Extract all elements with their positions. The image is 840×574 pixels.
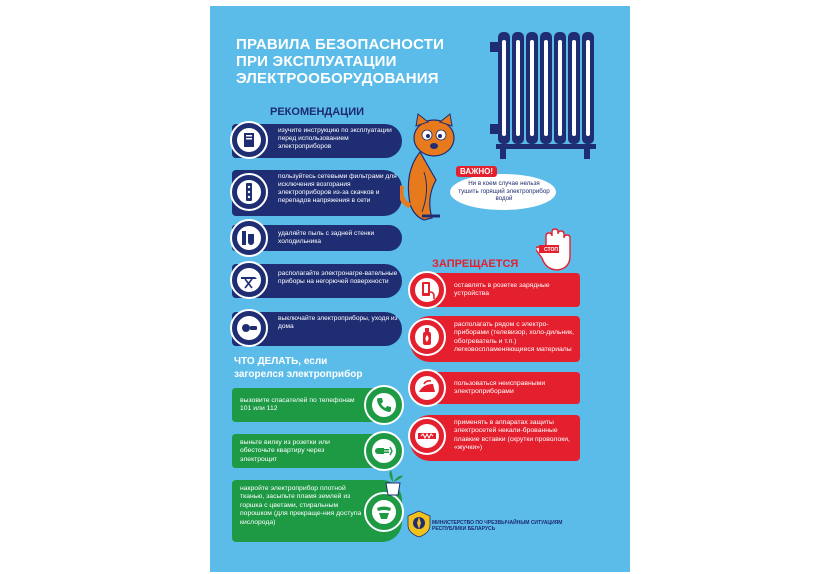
- ministry-name: [432, 520, 592, 532]
- ministry-line-1: МИНИСТЕРСТВО ПО ЧРЕЗВЫЧАЙНЫМ СИТУАЦИЯМ: [432, 520, 563, 526]
- action-text: накройте электроприбор плотной тканью, засыпьте пламя землей из горшка с цветами, стиральным порошком (для прекраще-ния доступа кислорода): [240, 485, 362, 526]
- recommendation-text: изучите инструкцию по эксплуатации перед использованием электроприборов: [278, 127, 392, 150]
- cat-mascot-icon: [400, 112, 462, 230]
- stop-label: СТОП: [544, 247, 558, 253]
- forbidden-text: пользоваться неисправными электроприборами: [454, 380, 546, 396]
- forbidden-text: оставлять в розетке зарядные устройства: [454, 282, 550, 298]
- recommendation-text: располагайте электронагре-вательные приборы на негорючей поверхности: [278, 270, 398, 285]
- important-badge: ВАЖНО!: [456, 166, 497, 177]
- phone-charger-icon: [408, 271, 446, 309]
- title-line-1: ПРАВИЛА БЕЗОПАСНОСТИ: [236, 36, 445, 53]
- cover-fire-icon: [364, 492, 404, 532]
- forbidden-item: [410, 273, 580, 307]
- ministry-line-2: РЕСПУБЛИКИ БЕЛАРУСЬ: [432, 526, 496, 532]
- action-text: выньте вилку из розетки или обесточьте квартиру через электрощит: [240, 439, 330, 463]
- forbidden-item: [410, 372, 580, 404]
- what-to-do-header-line-1: ЧТО ДЕЛАТЬ, если: [234, 356, 328, 367]
- ironing-board-icon: [230, 261, 268, 299]
- forbidden-text: располагать рядом с электро-приборами (телевизор, холо-дильник, обогреватель и т.п.) легковоспламеняющиеся материалы: [454, 321, 574, 354]
- recommendation-item: [232, 124, 402, 158]
- manual-book-icon: [230, 121, 268, 159]
- dusting-glove-icon: [230, 219, 268, 257]
- radiator-icon: [490, 32, 608, 162]
- faulty-iron-icon: [408, 369, 446, 407]
- forbidden-item: [410, 316, 580, 362]
- ministry-emblem-icon: [406, 510, 432, 538]
- flower-pot-icon: [378, 468, 408, 498]
- what-to-do-header-line-2: загорелся электроприбор: [234, 369, 363, 380]
- page-title: [236, 36, 486, 87]
- recommendation-item: [232, 225, 402, 251]
- recommendation-item: [232, 170, 402, 216]
- fuse-icon: [408, 417, 446, 455]
- action-item: [232, 480, 402, 542]
- action-item: [232, 388, 402, 422]
- poster: [210, 6, 630, 572]
- forbidden-header: ЗАПРЕЩАЕТСЯ: [432, 258, 519, 270]
- recommendation-text: пользуйтесь сетевыми фильтрами для исключения возгорания электроприборов из-за скачков и перепадов напряжения в сети: [278, 173, 397, 204]
- title-line-3: ЭЛЕКТРООБОРУДОВАНИЯ: [236, 70, 439, 87]
- phone-icon: [364, 385, 404, 425]
- power-strip-icon: [230, 173, 268, 211]
- recommendations-header: РЕКОМЕНДАЦИИ: [270, 106, 365, 118]
- what-to-do-header: [234, 355, 414, 381]
- flammable-bottle-icon: [408, 318, 446, 356]
- recommendation-text: удаляйте пыль с задней стенки холодильника: [278, 230, 375, 245]
- action-text: вызовите спасателей по телефонам 101 или 112: [240, 397, 355, 413]
- unplug-plug-icon: [364, 431, 404, 471]
- forbidden-text: применять в аппаратах защиты электросетей некали-брованные плавкие вставки (скрутки проволоки, «жучки»): [454, 419, 570, 452]
- recommendation-item: [232, 264, 402, 298]
- important-text: Ни в коем случае нельзя тушить горящий электроприбор водой: [458, 180, 550, 203]
- unplug-hand-icon: [230, 309, 268, 347]
- forbidden-item: [410, 415, 580, 461]
- action-item: [232, 434, 402, 468]
- recommendation-item: [232, 312, 402, 346]
- title-line-2: ПРИ ЭКСПЛУАТАЦИИ: [236, 53, 397, 70]
- recommendation-text: выключайте электроприборы, уходя из дома: [278, 315, 398, 330]
